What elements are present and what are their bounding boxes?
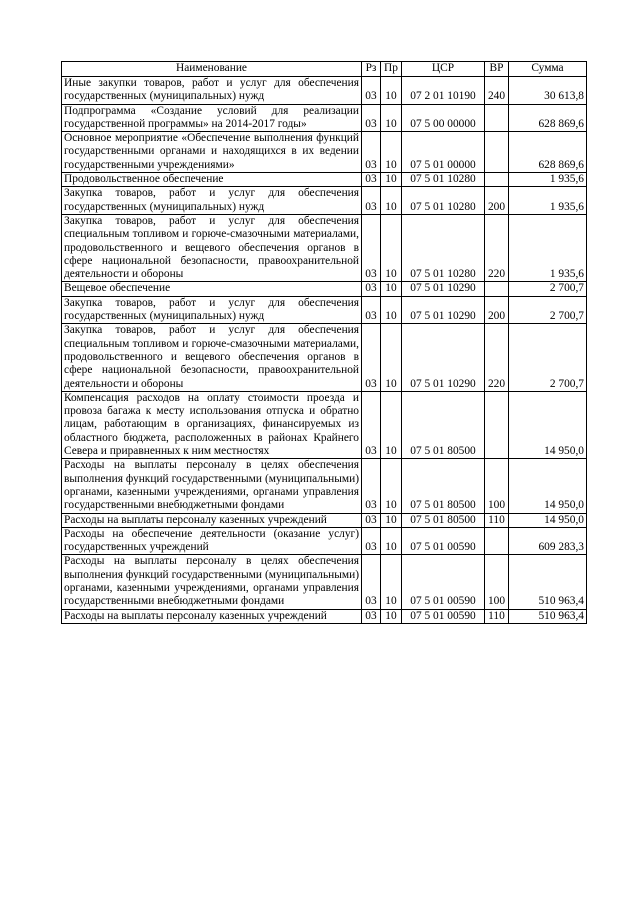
row-name: Продовольственное обеспечение (62, 173, 362, 187)
row-pr: 10 (381, 459, 402, 513)
row-pr: 10 (381, 282, 402, 296)
row-csr: 07 5 01 10290 (402, 296, 485, 324)
row-pr: 10 (381, 173, 402, 187)
row-sum: 1 935,6 (509, 214, 587, 281)
table-row (62, 214, 587, 281)
table-row (62, 324, 587, 391)
row-name: Расходы на выплаты персоналу казенных учреждений (62, 609, 362, 623)
header-csr: ЦСР (402, 62, 485, 77)
row-vr: 200 (485, 296, 509, 324)
row-name: Основное мероприятие «Обеспечение выполнения функций государственными органами и находящихся в их ведении государственными учреждениями» (62, 132, 362, 173)
header-name: Наименование (62, 62, 362, 77)
row-sum: 1 935,6 (509, 187, 587, 215)
row-name: Расходы на выплаты персоналу в целях обеспечения выполнения функций государственными (муниципальными) органами, казенными учреждениями, органами управления государственными внебюджетными фондами (62, 555, 362, 609)
row-pr: 10 (381, 77, 402, 105)
row-pr: 10 (381, 187, 402, 215)
row-rz: 03 (362, 324, 381, 391)
row-sum: 2 700,7 (509, 324, 587, 391)
row-name: Иные закупки товаров, работ и услуг для обеспечения государственных (муниципальных) нужд (62, 77, 362, 105)
row-vr (485, 173, 509, 187)
row-rz: 03 (362, 77, 381, 105)
row-rz: 03 (362, 609, 381, 623)
row-csr: 07 5 01 80500 (402, 513, 485, 527)
row-pr: 10 (381, 296, 402, 324)
row-csr: 07 5 01 10290 (402, 282, 485, 296)
row-csr: 07 5 00 00000 (402, 104, 485, 132)
header-rz: Рз (362, 62, 381, 77)
row-pr: 10 (381, 609, 402, 623)
row-pr: 10 (381, 513, 402, 527)
row-vr: 240 (485, 77, 509, 105)
header-pr: Пр (381, 62, 402, 77)
table-row (62, 187, 587, 215)
table-row (62, 77, 587, 105)
row-vr: 100 (485, 459, 509, 513)
row-sum: 2 700,7 (509, 296, 587, 324)
table-row (62, 527, 587, 555)
row-pr: 10 (381, 132, 402, 173)
row-sum: 30 613,8 (509, 77, 587, 105)
row-pr: 10 (381, 104, 402, 132)
row-pr: 10 (381, 527, 402, 555)
row-vr: 200 (485, 187, 509, 215)
row-name: Компенсация расходов на оплату стоимости проезда и провоза багажа к месту использования отпуска и обратно лицам, работающим в организациях, финансируемых из областного бюджета, расположенных в районах Крайнего Севера и приравненных к ним местностях (62, 391, 362, 458)
row-sum: 510 963,4 (509, 555, 587, 609)
row-csr: 07 5 01 10280 (402, 173, 485, 187)
row-name: Расходы на выплаты персоналу казенных учреждений (62, 513, 362, 527)
row-sum: 1 935,6 (509, 173, 587, 187)
row-csr: 07 5 01 10290 (402, 324, 485, 391)
row-name: Подпрограмма «Создание условий для реализации государственной программы» на 2014-2017 годы» (62, 104, 362, 132)
row-vr (485, 527, 509, 555)
table-row (62, 132, 587, 173)
row-name: Закупка товаров, работ и услуг для обеспечения специальным топливом и горюче-смазочными материалами, продовольственного и вещевого обеспечения органов в сфере национальной безопасности, правоохранительной деятельности и обороны (62, 214, 362, 281)
row-csr: 07 5 01 10280 (402, 214, 485, 281)
row-name: Закупка товаров, работ и услуг для обеспечения государственных (муниципальных) нужд (62, 296, 362, 324)
row-sum: 14 950,0 (509, 513, 587, 527)
row-csr: 07 5 01 80500 (402, 391, 485, 458)
row-rz: 03 (362, 132, 381, 173)
row-vr (485, 282, 509, 296)
row-csr: 07 5 01 00000 (402, 132, 485, 173)
row-pr: 10 (381, 391, 402, 458)
row-rz: 03 (362, 391, 381, 458)
row-csr: 07 5 01 10280 (402, 187, 485, 215)
row-vr: 220 (485, 214, 509, 281)
table-row (62, 513, 587, 527)
row-rz: 03 (362, 555, 381, 609)
header-sum: Сумма (509, 62, 587, 77)
row-rz: 03 (362, 282, 381, 296)
row-sum: 628 869,6 (509, 132, 587, 173)
row-vr: 110 (485, 513, 509, 527)
table-row (62, 459, 587, 513)
row-sum: 14 950,0 (509, 459, 587, 513)
row-sum: 510 963,4 (509, 609, 587, 623)
row-vr: 220 (485, 324, 509, 391)
row-csr: 07 5 01 00590 (402, 609, 485, 623)
row-rz: 03 (362, 173, 381, 187)
row-rz: 03 (362, 527, 381, 555)
row-vr (485, 391, 509, 458)
table-row (62, 173, 587, 187)
row-rz: 03 (362, 459, 381, 513)
row-sum: 609 283,3 (509, 527, 587, 555)
row-csr: 07 5 01 80500 (402, 459, 485, 513)
row-sum: 14 950,0 (509, 391, 587, 458)
row-rz: 03 (362, 187, 381, 215)
row-vr: 110 (485, 609, 509, 623)
row-csr: 07 5 01 00590 (402, 527, 485, 555)
row-csr: 07 2 01 10190 (402, 77, 485, 105)
row-rz: 03 (362, 513, 381, 527)
row-pr: 10 (381, 324, 402, 391)
row-vr (485, 132, 509, 173)
row-name: Закупка товаров, работ и услуг для обеспечения государственных (муниципальных) нужд (62, 187, 362, 215)
row-rz: 03 (362, 296, 381, 324)
table-row (62, 104, 587, 132)
table-row (62, 555, 587, 609)
header-vr: ВР (485, 62, 509, 77)
row-sum: 2 700,7 (509, 282, 587, 296)
row-pr: 10 (381, 555, 402, 609)
row-name: Вещевое обеспечение (62, 282, 362, 296)
row-sum: 628 869,6 (509, 104, 587, 132)
row-vr (485, 104, 509, 132)
row-name: Закупка товаров, работ и услуг для обеспечения специальным топливом и горюче-смазочными материалами, продовольственного и вещевого обеспечения органов в сфере национальной безопасности, правоохранительной деятельности и обороны (62, 324, 362, 391)
table-row (62, 282, 587, 296)
row-pr: 10 (381, 214, 402, 281)
budget-table (61, 61, 587, 624)
row-rz: 03 (362, 214, 381, 281)
row-rz: 03 (362, 104, 381, 132)
row-name: Расходы на обеспечение деятельности (оказание услуг) государственных учреждений (62, 527, 362, 555)
row-name: Расходы на выплаты персоналу в целях обеспечения выполнения функций государственными (муниципальными) органами, казенными учреждениями, органами управления государственными внебюджетными фондами (62, 459, 362, 513)
row-csr: 07 5 01 00590 (402, 555, 485, 609)
row-vr: 100 (485, 555, 509, 609)
table-row (62, 391, 587, 458)
table-row (62, 296, 587, 324)
header-row (62, 62, 587, 77)
table-row (62, 609, 587, 623)
